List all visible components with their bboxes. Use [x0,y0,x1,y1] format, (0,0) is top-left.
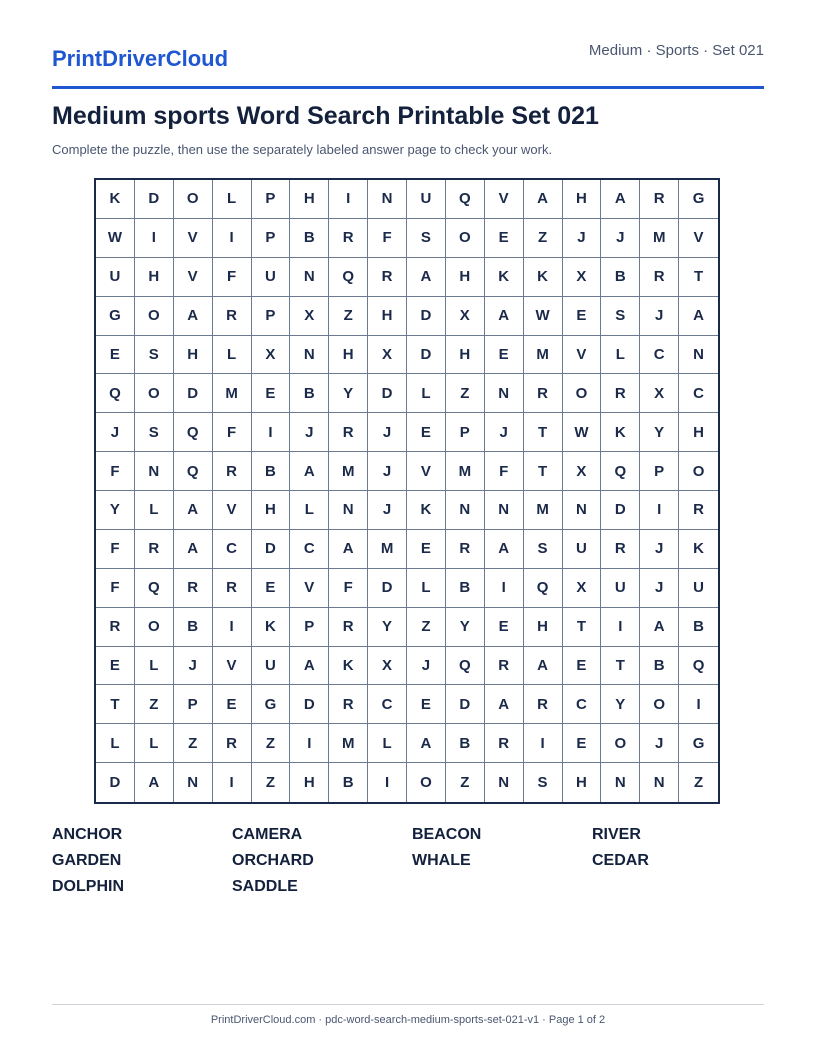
grid-cell[interactable]: V [174,258,213,297]
word-list-item: RIVER [592,826,641,843]
word-list-item: ANCHOR [52,826,123,843]
grid-cell[interactable]: B [252,452,291,491]
grid-cell[interactable]: C [563,685,602,724]
grid-cell[interactable]: L [407,569,446,608]
grid-cell[interactable]: U [679,569,718,608]
grid-cell[interactable]: C [640,336,679,375]
grid-cell[interactable]: V [679,219,718,258]
grid-cell[interactable]: S [135,413,174,452]
grid-cell[interactable]: Y [329,374,368,413]
grid-cell[interactable]: D [368,569,407,608]
grid-cell[interactable]: F [213,413,252,452]
grid-cell[interactable]: D [407,297,446,336]
grid-cell[interactable]: H [174,336,213,375]
grid-cell[interactable]: R [485,647,524,686]
grid-cell[interactable]: O [135,297,174,336]
grid-cell[interactable]: A [601,180,640,219]
grid-cell[interactable]: Z [252,724,291,763]
grid-cell[interactable]: U [563,530,602,569]
grid-cell[interactable]: R [524,685,563,724]
grid-cell[interactable]: I [329,180,368,219]
grid-cell[interactable]: N [329,491,368,530]
grid-cell[interactable]: A [329,530,368,569]
grid-cell[interactable]: G [679,180,718,219]
grid-cell[interactable]: Q [601,452,640,491]
grid-cell[interactable]: R [524,374,563,413]
grid-cell[interactable]: S [524,763,563,802]
grid-cell[interactable]: J [368,413,407,452]
grid-cell[interactable]: R [329,608,368,647]
grid-cell[interactable]: J [601,219,640,258]
grid-cell[interactable]: O [174,180,213,219]
grid-cell[interactable]: H [290,763,329,802]
grid-cell[interactable]: M [329,724,368,763]
grid-cell[interactable]: D [446,685,485,724]
grid-cell[interactable]: A [290,647,329,686]
grid-cell[interactable]: M [524,336,563,375]
grid-cell[interactable]: D [407,336,446,375]
grid-cell[interactable]: O [601,724,640,763]
grid-cell[interactable]: R [640,258,679,297]
grid-cell[interactable]: I [213,219,252,258]
grid-cell[interactable]: P [252,180,291,219]
grid-cell[interactable]: W [96,219,135,258]
grid-cell[interactable]: E [96,336,135,375]
grid-cell[interactable]: D [252,530,291,569]
grid-cell[interactable]: R [96,608,135,647]
word-list-item: BEACON [412,826,482,843]
grid-cell[interactable]: X [446,297,485,336]
word-list-item: DOLPHIN [52,878,124,895]
grid-cell[interactable]: Y [368,608,407,647]
grid-cell[interactable]: T [601,647,640,686]
grid-cell[interactable]: A [407,258,446,297]
grid-cell[interactable]: O [679,452,718,491]
grid-cell[interactable]: X [640,374,679,413]
grid-cell[interactable]: A [407,724,446,763]
grid-cell[interactable]: U [252,258,291,297]
page-subtitle: Complete the puzzle, then use the separately labeled answer page to check your work. [52,142,553,157]
grid-cell[interactable]: G [252,685,291,724]
grid-cell[interactable]: B [174,608,213,647]
grid-cell[interactable]: H [135,258,174,297]
grid-cell[interactable]: E [485,219,524,258]
grid-cell[interactable]: Q [135,569,174,608]
grid-cell[interactable]: N [368,180,407,219]
grid-cell[interactable]: H [290,180,329,219]
grid-cell[interactable]: P [446,413,485,452]
grid-cell[interactable]: R [446,530,485,569]
grid-cell[interactable]: L [213,336,252,375]
grid-cell[interactable]: A [174,297,213,336]
grid-cell[interactable]: D [601,491,640,530]
grid-cell[interactable]: K [679,530,718,569]
grid-cell[interactable]: A [174,491,213,530]
grid-cell[interactable]: U [601,569,640,608]
grid-cell[interactable]: I [135,219,174,258]
grid-cell[interactable]: T [524,413,563,452]
grid-cell[interactable]: B [446,724,485,763]
grid-cell[interactable]: F [485,452,524,491]
grid-cell[interactable]: E [563,724,602,763]
grid-cell[interactable]: W [524,297,563,336]
grid-cell[interactable]: A [679,297,718,336]
grid-cell[interactable]: R [174,569,213,608]
grid-cell[interactable]: E [252,569,291,608]
grid-cell[interactable]: N [640,763,679,802]
grid-cell[interactable]: R [213,569,252,608]
grid-cell[interactable]: A [485,530,524,569]
grid-cell[interactable]: I [601,608,640,647]
grid-cell[interactable]: B [601,258,640,297]
grid-cell[interactable]: I [290,724,329,763]
grid-cell[interactable]: C [213,530,252,569]
grid-cell[interactable]: C [368,685,407,724]
grid-cell[interactable]: L [96,724,135,763]
grid-cell[interactable]: H [563,180,602,219]
grid-cell[interactable]: N [290,258,329,297]
grid-cell[interactable]: G [679,724,718,763]
grid-cell[interactable]: J [640,530,679,569]
grid-cell[interactable]: R [213,724,252,763]
grid-cell[interactable]: N [290,336,329,375]
grid-cell[interactable]: O [640,685,679,724]
grid-cell[interactable]: Q [329,258,368,297]
grid-cell[interactable]: M [446,452,485,491]
grid-cell[interactable]: J [640,297,679,336]
grid-cell[interactable]: Y [96,491,135,530]
grid-cell[interactable]: T [679,258,718,297]
grid-cell[interactable]: H [368,297,407,336]
grid-cell[interactable]: Q [679,647,718,686]
grid-cell[interactable]: Z [446,763,485,802]
grid-cell[interactable]: E [563,297,602,336]
grid-cell[interactable]: M [368,530,407,569]
grid-cell[interactable]: T [563,608,602,647]
word-search-grid [94,178,720,804]
grid-cell[interactable]: Q [96,374,135,413]
grid-cell[interactable]: V [213,491,252,530]
grid-cell[interactable]: U [252,647,291,686]
grid-cell[interactable]: E [563,647,602,686]
grid-cell[interactable]: Z [407,608,446,647]
grid-cell[interactable]: O [563,374,602,413]
grid-cell[interactable]: L [368,724,407,763]
grid-cell[interactable]: K [252,608,291,647]
grid-cell[interactable]: V [174,219,213,258]
grid-cell[interactable]: U [96,258,135,297]
word-list-item: ORCHARD [232,852,314,869]
breadcrumb: Medium · Sports · Set 021 [588,42,764,59]
grid-cell[interactable]: J [640,569,679,608]
grid-cell[interactable]: X [563,452,602,491]
grid-cell[interactable]: X [563,258,602,297]
grid-cell[interactable]: E [213,685,252,724]
grid-cell[interactable]: X [368,647,407,686]
grid-cell[interactable]: J [290,413,329,452]
grid-cell[interactable]: N [563,491,602,530]
grid-cell[interactable]: C [679,374,718,413]
grid-cell[interactable]: A [174,530,213,569]
grid-cell[interactable]: R [640,180,679,219]
grid-cell[interactable]: A [135,763,174,802]
grid-cell[interactable]: Y [640,413,679,452]
grid-cell[interactable]: V [563,336,602,375]
grid-cell[interactable]: L [135,491,174,530]
grid-cell[interactable]: Z [135,685,174,724]
grid-cell[interactable]: J [368,452,407,491]
page-header [52,40,764,89]
grid-cell[interactable]: V [290,569,329,608]
grid-cell[interactable]: O [135,608,174,647]
grid-cell[interactable]: S [135,336,174,375]
grid-cell[interactable]: B [640,647,679,686]
page-title: Medium sports Word Search Printable Set 021 [52,102,599,130]
grid-cell[interactable]: H [524,608,563,647]
grid-cell[interactable]: Q [446,647,485,686]
grid-cell[interactable]: I [679,685,718,724]
grid-cell[interactable]: R [601,374,640,413]
grid-cell[interactable]: I [524,724,563,763]
grid-cell[interactable]: I [485,569,524,608]
grid-cell[interactable]: M [640,219,679,258]
grid-cell[interactable]: I [252,413,291,452]
grid-cell[interactable]: J [96,413,135,452]
grid-cell[interactable]: S [601,297,640,336]
grid-cell[interactable]: E [252,374,291,413]
grid-cell[interactable]: A [524,647,563,686]
grid-cell[interactable]: Z [446,374,485,413]
grid-cell[interactable]: P [174,685,213,724]
grid-cell[interactable]: Z [174,724,213,763]
grid-cell[interactable]: J [368,491,407,530]
grid-cell[interactable]: F [368,219,407,258]
grid-cell[interactable]: U [407,180,446,219]
grid-cell[interactable]: E [407,530,446,569]
grid-cell[interactable]: R [368,258,407,297]
grid-cell[interactable]: E [96,647,135,686]
grid-cell[interactable]: O [407,763,446,802]
grid-cell[interactable]: A [485,297,524,336]
grid-cell[interactable]: F [213,258,252,297]
grid-cell[interactable]: L [407,374,446,413]
grid-cell[interactable]: K [96,180,135,219]
grid-cell[interactable]: N [174,763,213,802]
grid-cell[interactable]: X [290,297,329,336]
grid-cell[interactable]: H [446,336,485,375]
grid-cell[interactable]: R [213,452,252,491]
grid-cell[interactable]: V [213,647,252,686]
grid-cell[interactable]: Z [252,763,291,802]
grid-cell[interactable]: R [329,219,368,258]
grid-cell[interactable]: B [290,374,329,413]
grid-cell[interactable]: Q [174,413,213,452]
grid-cell[interactable]: S [524,530,563,569]
grid-cell[interactable]: J [640,724,679,763]
grid-cell[interactable]: E [407,413,446,452]
grid-cell[interactable]: R [329,685,368,724]
page-footer: PrintDriverCloud.com · pdc-word-search-medium-sports-set-021-v1 · Page 1 of 2 [210,1014,606,1026]
grid-cell[interactable]: B [290,219,329,258]
word-list-item: WHALE [412,852,471,869]
word-list-item: CEDAR [592,852,649,869]
grid-cell[interactable]: Y [446,608,485,647]
grid-cell[interactable]: X [368,336,407,375]
grid-cell[interactable]: K [485,258,524,297]
grid-cell[interactable]: J [563,219,602,258]
grid-cell[interactable]: D [135,180,174,219]
grid-cell[interactable]: X [563,569,602,608]
grid-cell[interactable]: A [640,608,679,647]
grid-cell[interactable]: I [213,763,252,802]
grid-cell[interactable]: N [485,763,524,802]
grid-cell[interactable]: W [563,413,602,452]
grid-cell[interactable]: J [407,647,446,686]
grid-cell[interactable]: Z [524,219,563,258]
grid-cell[interactable]: N [679,336,718,375]
grid-cell[interactable]: B [329,763,368,802]
grid-cell[interactable]: I [213,608,252,647]
grid-cell[interactable]: A [524,180,563,219]
grid-cell[interactable]: Q [446,180,485,219]
grid-cell[interactable]: L [601,336,640,375]
grid-cell[interactable]: R [213,297,252,336]
grid-cell[interactable]: T [96,685,135,724]
word-list-item: SADDLE [232,878,298,895]
grid-cell[interactable]: M [524,491,563,530]
grid-cell[interactable]: R [485,724,524,763]
grid-cell[interactable]: N [446,491,485,530]
grid-cell[interactable]: N [485,491,524,530]
grid-cell[interactable]: T [524,452,563,491]
grid-cell[interactable]: K [524,258,563,297]
grid-cell[interactable]: H [679,413,718,452]
grid-cell[interactable]: H [446,258,485,297]
grid-cell[interactable]: E [485,608,524,647]
grid-cell[interactable]: F [329,569,368,608]
grid-cell[interactable]: I [640,491,679,530]
grid-cell[interactable]: S [407,219,446,258]
grid-cell[interactable]: K [601,413,640,452]
grid-cell[interactable]: X [252,336,291,375]
grid-cell[interactable]: A [485,685,524,724]
grid-cell[interactable]: P [640,452,679,491]
grid-cell[interactable]: R [135,530,174,569]
grid-cell[interactable]: J [174,647,213,686]
grid-cell[interactable]: D [174,374,213,413]
grid-cell[interactable]: F [96,452,135,491]
grid-cell[interactable]: E [485,336,524,375]
grid-cell[interactable]: B [446,569,485,608]
grid-cell[interactable]: L [213,180,252,219]
grid-cell[interactable]: Q [524,569,563,608]
grid-cell[interactable]: V [485,180,524,219]
grid-cell[interactable]: E [407,685,446,724]
grid-cell[interactable]: N [485,374,524,413]
grid-cell[interactable]: O [135,374,174,413]
grid-cell[interactable]: L [135,724,174,763]
grid-cell[interactable]: N [601,763,640,802]
grid-cell[interactable]: B [679,608,718,647]
grid-cell[interactable]: F [96,530,135,569]
grid-cell[interactable]: R [329,413,368,452]
grid-cell[interactable]: Q [174,452,213,491]
grid-cell[interactable]: V [407,452,446,491]
grid-cell[interactable]: M [329,452,368,491]
grid-cell[interactable]: D [290,685,329,724]
word-list-item: CAMERA [232,826,303,843]
grid-cell[interactable]: K [407,491,446,530]
grid-cell[interactable]: C [290,530,329,569]
grid-cell[interactable]: D [96,763,135,802]
grid-cell[interactable]: H [563,763,602,802]
grid-cell[interactable]: P [252,297,291,336]
grid-cell[interactable]: R [679,491,718,530]
word-list-item: GARDEN [52,852,122,869]
grid-cell[interactable]: Y [601,685,640,724]
grid-cell[interactable]: N [135,452,174,491]
grid-cell[interactable]: I [368,763,407,802]
footer-divider [52,1004,764,1005]
grid-cell[interactable]: J [485,413,524,452]
grid-cell[interactable]: M [213,374,252,413]
brand-logo-text[interactable]: PrintDriverCloud [52,46,229,71]
word-list [52,826,764,896]
grid-cell[interactable]: Z [329,297,368,336]
grid-cell[interactable]: O [446,219,485,258]
grid-cell[interactable]: G [96,297,135,336]
grid-cell[interactable]: R [601,530,640,569]
grid-cell[interactable]: H [329,336,368,375]
grid-cell[interactable]: F [96,569,135,608]
grid-cell[interactable]: L [135,647,174,686]
grid-cell[interactable]: A [290,452,329,491]
grid-cell[interactable]: L [290,491,329,530]
grid-cell[interactable]: H [252,491,291,530]
grid-cell[interactable]: Z [693,774,704,792]
grid-cell[interactable]: P [290,608,329,647]
grid-cell[interactable]: P [252,219,291,258]
grid-cell[interactable]: K [329,647,368,686]
grid-cell[interactable]: D [368,374,407,413]
